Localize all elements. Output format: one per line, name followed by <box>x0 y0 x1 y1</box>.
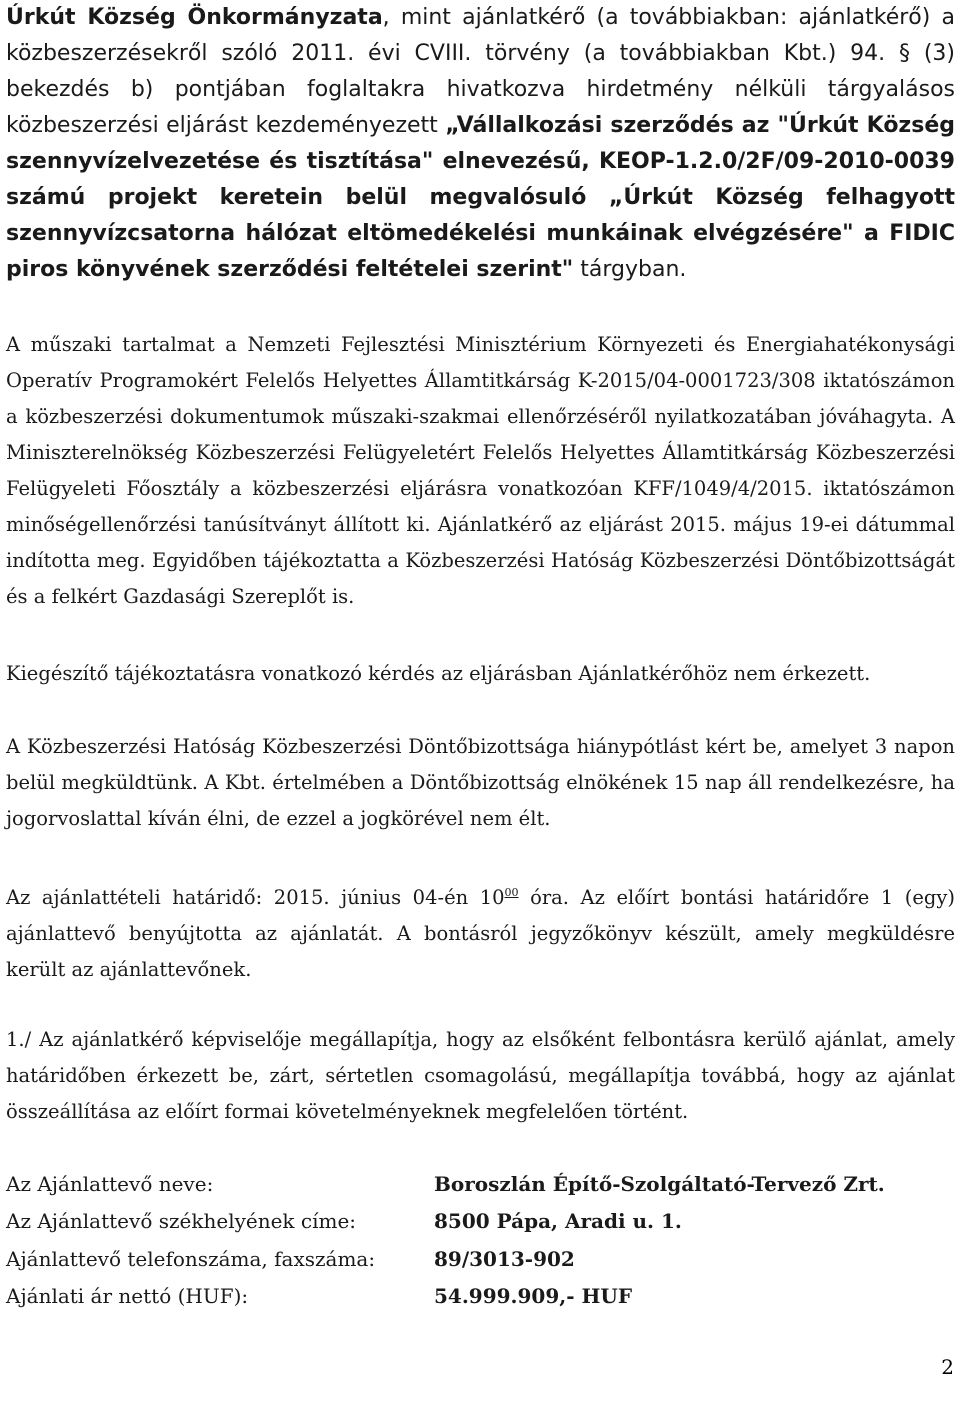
supplementary-info-paragraph: Kiegészítő tájékoztatásra vonatkozó kérdés az eljárásban Ajánlatkérőhöz nem érkezett. <box>6 662 871 685</box>
review-board-paragraph: A Közbeszerzési Hatóság Közbeszerzési Döntőbizottsága hiánypótlást kért be, amelyet 3 napon belül megküldtünk. A Kbt. értelmében a Döntőbizottság elnökének 15 nap áll rendelkezésre, ha jogorvoslattal kíván élni, de ezzel a jogkörével nem élt. <box>6 735 955 830</box>
procurement-subject: „Vállalkozási szerződés az "Úrkút Község szennyvízelvezetése és tisztítása" elnevezésű, KEOP-1.2.0/2F/09-2010-0039 számú projekt keretein belül megvalósuló „Úrkút Község felhagyott szennyvízcsatorna hálózat eltömedékelési munkáinak elvégzésére" a FIDIC piros könyvének szerződési feltételei szerint" <box>6 113 955 282</box>
deadline-text: Az ajánlattételi határidő: 2015. június 04-én 10 <box>6 886 505 909</box>
bidder-phone-row <box>6 1240 955 1278</box>
intro-end: tárgyban. <box>573 257 687 282</box>
info-value: 8500 Pápa, Aradi u. 1. <box>434 1209 682 1234</box>
bid-price-row <box>6 1278 955 1316</box>
deadline-minutes: 00 <box>504 886 519 899</box>
bidder-name-row <box>6 1165 955 1203</box>
info-label: Az Ajánlattevő székhelyének címe: <box>6 1209 357 1234</box>
bidder-info <box>6 1165 955 1315</box>
contracting-authority-name: Úrkút Község Önkormányzata <box>6 5 383 30</box>
info-value: 54.999.909,- HUF <box>434 1284 633 1309</box>
page-number: 2 <box>941 1355 954 1379</box>
deadline-paragraph <box>6 875 955 988</box>
intro-paragraph <box>6 0 955 288</box>
bidder-address-row <box>6 1203 955 1241</box>
info-label: Ajánlati ár nettó (HUF): <box>6 1284 249 1309</box>
approval-paragraph: A műszaki tartalmat a Nemzeti Fejlesztési Minisztérium Környezeti és Energiahatékonysági Operatív Programokért Felelős Helyettes Államtitkárság K-2015/04-0001723/308 iktatószámon a közbeszerzési dokumentumok műszaki-szakmai ellenőrzéséről nyilatkozatában jóváhagyta. A Miniszterelnökség Közbeszerzési Felügyeletért Felelős Helyettes Államtitkárság Közbeszerzési Felügyeleti Főosztály a közbeszerzési eljárásra vonatkozóan KFF/1049/4/2015. iktatószámon minőségellenőrzési tanúsítványt állított ki. Ajánlatkérő az eljárást 2015. május 19-ei dátummal indította meg. Egyidőben tájékoztatta a Közbeszerzési Hatóság Közbeszerzési Döntőbizottságát és a felkért Gazdasági Szereplőt is. <box>6 333 955 608</box>
info-label: Ajánlattevő telefonszáma, faxszáma: <box>6 1246 376 1271</box>
info-value: 89/3013-902 <box>434 1246 575 1271</box>
info-value: Boroszlán Építő-Szolgáltató-Tervező Zrt. <box>434 1171 885 1196</box>
intro-text: , mint ajánlatkérő (a továbbiakban: ajánlatkérő) a közbeszerzésekről szóló 2011. évi CVIII. törvény (a továbbiakban Kbt.) 94. § (3) bekezdés b) pontjában foglaltakra hivatkozva hirdetmény nélküli tárgyalásos közbeszerzési eljárást kezdeményezett <box>6 5 955 138</box>
deadline-text-cont: óra. Az előírt bontási határidőre 1 (egy) ajánlattevő benyújtotta az ajánlatát. A bontásról jegyzőkönyv készült, amely megküldésre került az ajánlattevőnek. <box>6 886 955 981</box>
opening-paragraph: 1./ Az ajánlatkérő képviselője megállapítja, hogy az elsőként felbontásra kerülő ajánlat, amely határidőben érkezett be, zárt, sértetlen csomagolású, megállapítja továbbá, hogy az ajánlat összeállítása az előírt formai követelményeknek megfelelően történt. <box>6 1028 955 1123</box>
info-label: Az Ajánlattevő neve: <box>6 1171 214 1196</box>
